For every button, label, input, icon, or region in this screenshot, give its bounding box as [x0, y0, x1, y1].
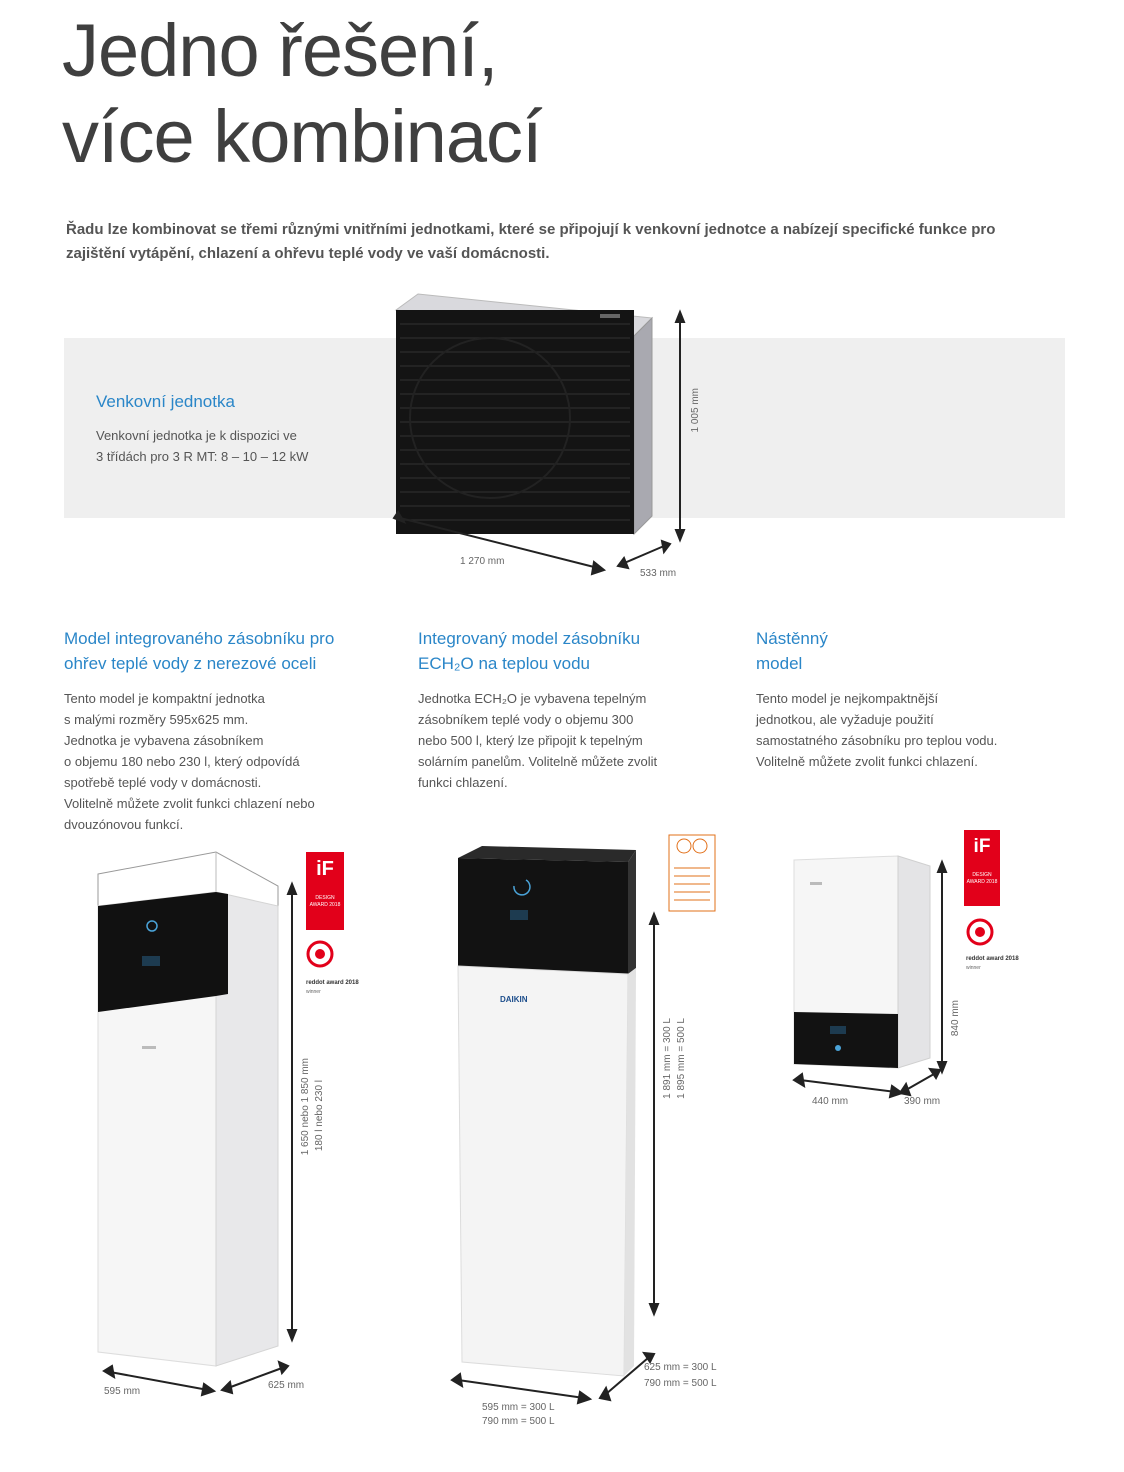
model2-dim-width-300: 595 mm = 300 L [482, 1402, 555, 1413]
model1-dim-width: 595 mm [104, 1386, 141, 1397]
daikin-logo: DAIKIN [500, 995, 528, 1004]
model1-text-line: dvouzónovou funkcí. [64, 817, 184, 832]
model1-text-line: o objemu 180 nebo 230 l, který odpovídá [64, 754, 300, 769]
model2-dim-height-500: 1 895 mm = 500 L [676, 1018, 687, 1099]
model2-dim-depth-500: 790 mm = 500 L [644, 1378, 717, 1389]
model2-dim-height-300: 1 891 mm = 300 L [662, 1018, 673, 1099]
reddot-award-sub: winner [306, 989, 321, 995]
model1-dim-height: 1 650 nebo 1 850 mm [300, 1058, 311, 1156]
model2-heading-line: Integrovaný model zásobníku [418, 629, 641, 648]
if-logo: iF [316, 858, 334, 880]
model1-dim-depth: 625 mm [268, 1380, 305, 1391]
model3-text-line: Volitelně můžete zvolit funkci chlazení. [756, 754, 978, 769]
model1-dim-height-volume: 180 l nebo 230 l [314, 1080, 325, 1152]
model3-heading-line: model [756, 654, 803, 673]
intro-paragraph: Řadu lze kombinovat se třemi různými vnitřními jednotkami, které se připojují k venkovní jednotce a nabízejí specifické funkce pro zajištění vytápění, chlazení a ohřevu teplé vody ve vaší domácnosti. [66, 221, 996, 262]
model2-text-line: Jednotka ECH₂O je vybavena tepelným [418, 691, 647, 706]
outdoor-dim-depth: 533 mm [640, 568, 677, 579]
model1-text-line: Volitelně můžete zvolit funkci chlazení nebo [64, 796, 315, 811]
model3-text-line: Tento model je nejkompaktnější [756, 691, 939, 706]
if-logo-wall: iF [973, 836, 991, 857]
model3-text-line: jednotkou, ale vyžaduje použití [756, 712, 934, 727]
model3-dim-height: 840 mm [950, 1000, 961, 1037]
if-award-label: DESIGN AWARD 2018 [309, 895, 341, 908]
model2-text-line: funkci chlazení. [418, 775, 508, 790]
outdoor-dim-height: 1 005 mm [690, 388, 701, 433]
outdoor-text-line: Venkovní jednotka je k dispozici ve [96, 428, 297, 443]
reddot-award-text-wall: reddot award 2018 [966, 956, 1019, 962]
model1-text-line: spotřebě teplé vody v domácnosti. [64, 775, 262, 790]
model2-dim-depth-300: 625 mm = 300 L [644, 1362, 717, 1373]
model3-dim-width: 440 mm [812, 1096, 849, 1107]
title-line-1: Jedno řešení, [62, 9, 498, 92]
model3-text-line: samostatného zásobníku pro teplou vodu. [756, 733, 998, 748]
title-line-2: více kombinací [62, 95, 542, 178]
reddot-award-text: reddot award 2018 [306, 980, 359, 986]
model2-text-line: solárním panelům. Volitelně můžete zvolit [418, 754, 658, 769]
model1-heading-line: Model integrovaného zásobníku pro [64, 629, 335, 648]
model2-text-line: zásobníkem teplé vody o objemu 300 [418, 712, 634, 727]
outdoor-dim-width: 1 270 mm [460, 556, 505, 567]
outdoor-text-line: 3 třídách pro 3 R MT: 8 – 10 – 12 kW [96, 449, 309, 464]
model3-heading-line: Nástěnný [756, 629, 828, 648]
model1-text-line: Jednotka je vybavena zásobníkem [64, 733, 264, 748]
model1-heading-line: ohřev teplé vody z nerezové oceli [64, 654, 317, 673]
if-award-label-wall: DESIGN AWARD 2018 [966, 872, 998, 885]
model1-text-line: Tento model je kompaktní jednotka [64, 691, 265, 706]
model3-dim-depth: 390 mm [904, 1096, 941, 1107]
model1-text-line: s malými rozměry 595x625 mm. [64, 712, 249, 727]
model2-dim-width-500: 790 mm = 500 L [482, 1416, 555, 1427]
outdoor-heading: Venkovní jednotka [96, 392, 235, 411]
model2-heading-line: ECH₂O na teplou vodu [418, 654, 590, 673]
model2-text-line: nebo 500 l, který lze připojit k tepelným [418, 733, 643, 748]
reddot-award-sub-wall: winner [966, 965, 981, 971]
